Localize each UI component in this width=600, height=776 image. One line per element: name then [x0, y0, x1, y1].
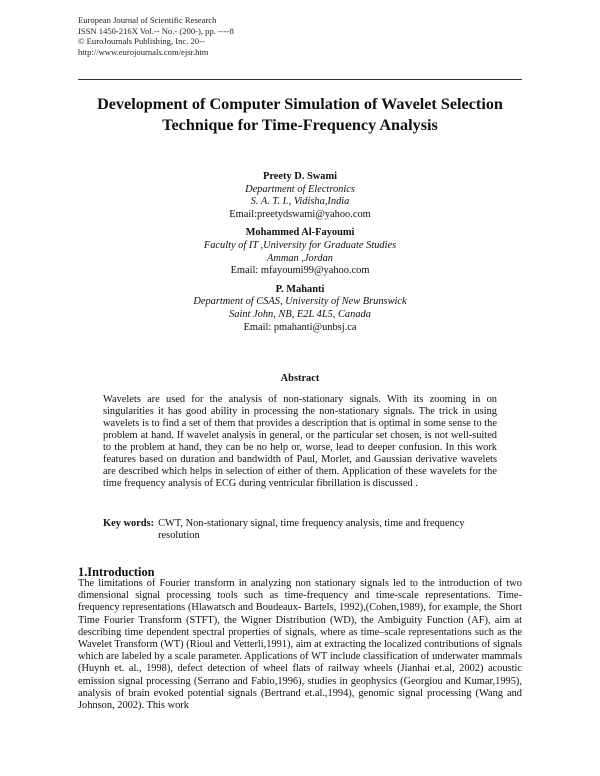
header-divider: [78, 79, 522, 80]
author-name: Preety D. Swami: [263, 171, 337, 182]
author-affiliation: Department of CSAS, University of New Brunswick: [193, 296, 407, 308]
abstract-text: Wavelets are used for the analysis of non-stationary signals. With its zooming in on singularities it has good ability in processing the non-stationary signals. The trick in using wavelets is to find a set of them that provides a description that is optimal in some sense to the problem at hand. If wavelet analysis in general, or the particular set chosen, is not well-suited to the problem at hand, they can be no help or, worse, lead to deeper confusion. In this work features based on duration and bandwidth of Paul, Morlet, and Gaussian derivative wavelets are described which helps in selection of either of them. Application of these wavelets for the time frequency analysis of ECG during ventricular fibrillation is discussed .: [103, 394, 497, 489]
author-name: Mohammed Al-Fayoumi: [245, 227, 355, 239]
title-line-1: Development of Computer Simulation of Wavelet Selection: [97, 95, 503, 113]
keywords: [103, 518, 497, 542]
author-list: [100, 171, 500, 340]
introduction-text: The limitations of Fourier transform in analyzing non stationary signals led to the introduction of two dimensional signal processing tools such as time-frequency and time-scale representations. Time-frequency representations (Hlawatsch and Boudeaux- Bartels, 1992),(Cohen,1989), for example, the Short Time Fourier Transform (STFT), the Wigner Distribution (WD), the Ambiguity Function (AF), aim at describing time dependent spectral properties of signals, where as time–scale representations such as the Wavelet Transform (WT) (Rioul and Vetterli,1991), aim at extracting the localized contributions of signals which are labeled by a scale parameter. Applications of WT include classification of underwater mammals (Huynh et. al., 1998), defect detection of wheel flats of railway wheels (Jianhai et.al, 2002) acoustic emission signal processing (Serrano and Fabio,1996), studies in geophysics (Georgiou and Kumar,1995), analysis of brain evoked potential signals (Bertrand et.al.,1994), genomic signal processing (Wang and Johnson, 2002). This work: [78, 578, 522, 712]
author-block: [100, 171, 500, 221]
author-block: [100, 227, 500, 277]
paper-title: [60, 94, 540, 136]
section-heading-introduction: 1.Introduction: [78, 565, 155, 579]
author-affiliation: Amman ,Jordan: [267, 252, 333, 264]
author-email[interactable]: Email: mfayoumi99@yahoo.com: [230, 265, 370, 277]
journal-issn: ISSN 1450-216X Vol.-- No.- (200-), pp. ----8: [78, 25, 234, 36]
abstract-heading: Abstract: [280, 373, 320, 384]
journal-url[interactable]: http://www.eurojournals.com/ejsr.htm: [78, 46, 209, 57]
keywords-text: CWT, Non-stationary signal, time frequency analysis, time and frequency resolution: [158, 518, 465, 541]
journal-copyright: © EuroJournals Publishing, Inc. 20--: [78, 36, 205, 47]
author-email[interactable]: Email:preetydswami@yahoo.com: [229, 208, 371, 220]
author-affiliation: Saint John, NB, E2L 4L5, Canada: [229, 308, 371, 320]
journal-name: European Journal of Scientific Research: [78, 15, 217, 25]
journal-header: [78, 15, 234, 57]
author-affiliation: Department of Electronics: [245, 183, 355, 195]
author-name: P. Mahanti: [275, 283, 325, 295]
author-email[interactable]: Email: pmahanti@unbsj.ca: [243, 321, 357, 333]
author-affiliation: Faculty of IT ,University for Graduate Studies: [203, 239, 397, 251]
title-line-2: Technique for Time-Frequency Analysis: [162, 116, 438, 134]
keywords-label: Key words:: [103, 518, 155, 529]
author-block: [100, 284, 500, 334]
author-affiliation: S. A. T. I., Vidisha,India: [250, 196, 350, 208]
